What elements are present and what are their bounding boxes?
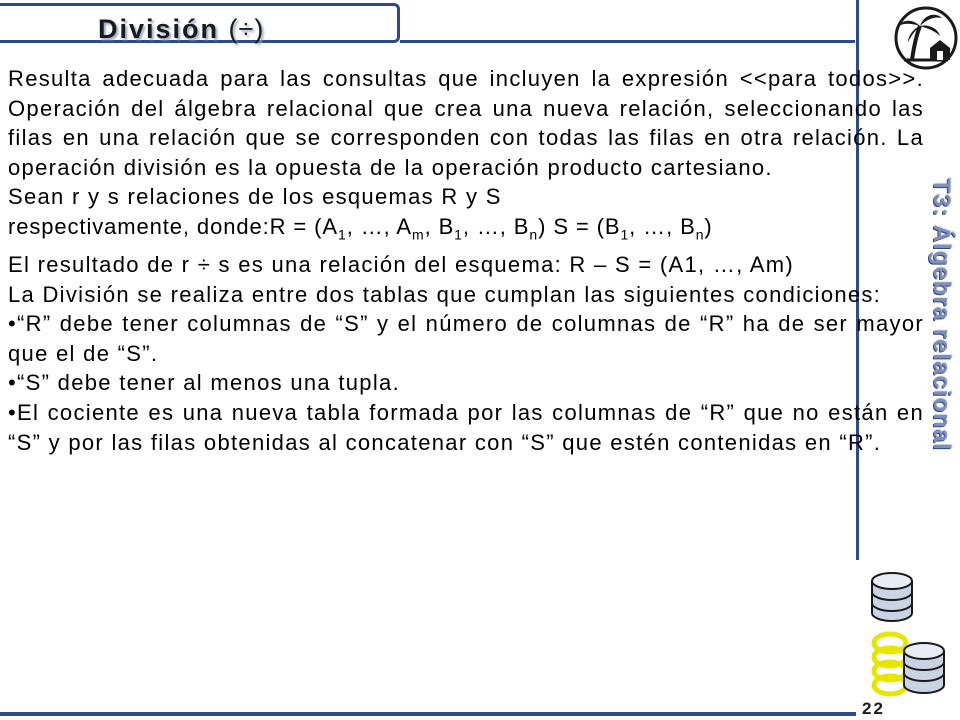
subscript: n [529, 226, 539, 243]
subscript: n [695, 226, 705, 243]
schema-text: ) S = (B [538, 213, 621, 239]
schema-text: , B [424, 213, 455, 239]
title-symbol: (÷) [228, 14, 265, 44]
palm-tree-house-logo-icon [890, 2, 960, 72]
page-number: 22 [862, 699, 885, 718]
side-title-text: T3: Álgebra relacional [928, 178, 955, 451]
slide-title [98, 14, 264, 45]
schema-text: , …, B [462, 213, 530, 239]
schema-text: , …, A [346, 213, 412, 239]
title-underline [400, 40, 855, 43]
subscript: 1 [620, 226, 630, 243]
title-word: División [98, 14, 220, 44]
schema-text: , …, B [629, 213, 696, 239]
title-bar [0, 3, 400, 43]
subscript: m [412, 226, 425, 243]
schema-text: ) [704, 213, 713, 239]
database-cylinders-icon [860, 565, 955, 700]
schema-text: respectivamente, donde:R = (A [8, 213, 338, 239]
bullet-item: • El cociente es una nueva tabla formada por las columnas de “R” que no están en “S” y por las filas obtenidas al concatenar con “S” que estén contenidas en “R”. [8, 398, 924, 457]
paragraph-conditions: La División se realiza entre dos tablas que cumplan las siguientes condiciones: [8, 281, 882, 307]
bullet-item: • “R” debe tener columnas de “S” y el número de columnas de “R” ha de ser mayor que el de “S”. [8, 309, 924, 368]
footer-line [0, 712, 856, 716]
paragraph-schemas-line2 [8, 212, 924, 250]
bullet-item: • “S” debe tener al menos una tupla. [8, 368, 924, 398]
subscript: 1 [338, 226, 347, 243]
slide-body [8, 64, 924, 457]
paragraph-definition: Resulta adecuada para las consultas que incluyen la expresión <<para todos>>. Operación del álgebra relacional que crea una nueva relación, seleccionando las filas en una relación que se corresponden con todas las filas en otra relación. La operación división es la opuesta de la operación producto cartesiano. [8, 66, 924, 180]
paragraph-result: El resultado de r ÷ s es una relación del esquema: R – S = (A1, …, Am) [8, 251, 795, 277]
paragraph-schemas-line1: Sean r y s relaciones de los esquemas R y S [8, 184, 502, 210]
subscript: 1 [454, 226, 463, 243]
